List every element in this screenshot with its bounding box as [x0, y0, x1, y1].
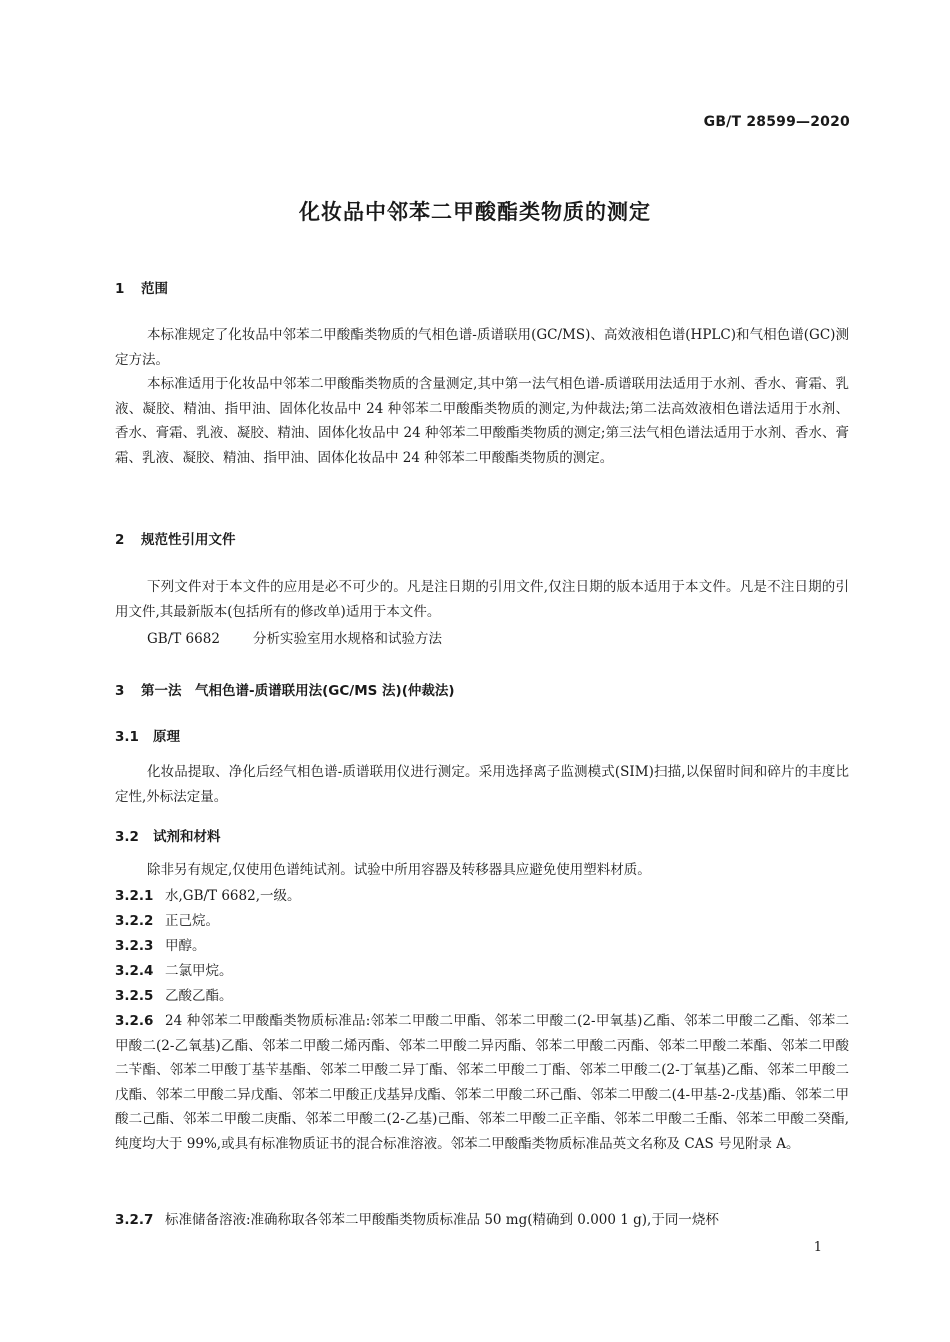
item-number: 3.2.1 — [115, 888, 154, 904]
section-3-1-title: 原理 — [153, 729, 180, 745]
item-text: 正己烷。 — [165, 913, 219, 929]
list-item — [115, 909, 849, 934]
standard-code: GB/T 28599—2020 — [703, 114, 850, 130]
list-item — [115, 1009, 849, 1156]
document-title: 化妆品中邻苯二甲酸酯类物质的测定 — [299, 200, 651, 224]
section-3-title: 第一法 气相色谱-质谱联用法(GC/MS 法)(仲裁法) — [141, 683, 455, 699]
section-3-1-paragraph: 化妆品提取、净化后经气相色谱-质谱联用仪进行测定。采用选择离子监测模式(SIM)扫描,以保留时间和碎片的丰度比定性,外标法定量。 — [115, 764, 849, 805]
item-number: 3.2.6 — [115, 1013, 154, 1029]
section-1-heading — [115, 277, 168, 297]
section-1-paragraph-2: 本标准适用于化妆品中邻苯二甲酸酯类物质的含量测定,其中第一法气相色谱-质谱联用法适用于水剂、香水、膏霜、乳液、凝胶、精油、指甲油、固体化妆品中 24 种邻苯二甲酸酯类物质的测定,为仲裁法;第二法高效液相色谱法适用于水剂、香水、膏霜、乳液、凝胶、精油、固体化妆品中 24 种邻苯二甲酸酯类物质的测定;第三法气相色谱法适用于水剂、香水、膏霜、乳液、凝胶、精油、指甲油、固体化妆品中 24 种邻苯二甲酸酯类物质的测定。 — [115, 376, 849, 466]
section-3-1-number: 3.1 — [115, 729, 139, 745]
list-item — [115, 934, 849, 959]
item-number: 3.2.5 — [115, 988, 154, 1004]
section-1-title: 范围 — [141, 281, 168, 297]
section-3-2-intro: 除非另有规定,仅使用色谱纯试剂。试验中所用容器及转移器具应避免使用塑料材质。 — [147, 862, 651, 878]
reference-title: 分析实验室用水规格和试验方法 — [253, 631, 442, 647]
normative-reference — [147, 627, 442, 647]
item-number: 3.2.7 — [115, 1212, 154, 1228]
page-number: 1 — [813, 1240, 822, 1255]
section-1-number: 1 — [115, 281, 125, 297]
item-number: 3.2.4 — [115, 963, 154, 979]
list-item — [115, 984, 849, 1009]
section-3-heading — [115, 679, 455, 699]
reference-code: GB/T 6682 — [147, 631, 220, 647]
section-3-number: 3 — [115, 683, 125, 699]
section-2-heading — [115, 528, 236, 548]
section-2-number: 2 — [115, 532, 125, 548]
item-number: 3.2.3 — [115, 938, 154, 954]
list-item — [115, 1208, 849, 1233]
item-text: 水,GB/T 6682,一级。 — [165, 888, 301, 904]
item-text: 二氯甲烷。 — [165, 963, 233, 979]
item-number: 3.2.2 — [115, 913, 154, 929]
section-1-paragraph-1: 本标准规定了化妆品中邻苯二甲酸酯类物质的气相色谱-质谱联用(GC/MS)、高效液相色谱(HPLC)和气相色谱(GC)测定方法。 — [115, 327, 849, 368]
list-item — [115, 884, 849, 909]
item-text: 甲醇。 — [165, 938, 206, 954]
list-item — [115, 959, 849, 984]
item-text: 乙酸乙酯。 — [165, 988, 233, 1004]
section-2-paragraph-1: 下列文件对于本文件的应用是必不可少的。凡是注日期的引用文件,仅注日期的版本适用于本文件。凡是不注日期的引用文件,其最新版本(包括所有的修改单)适用于本文件。 — [115, 579, 849, 620]
item-text: 标准储备溶液:准确称取各邻苯二甲酸酯类物质标准品 50 mg(精确到 0.000 1 g),于同一烧杯 — [165, 1212, 719, 1228]
item-text: 24 种邻苯二甲酸酯类物质标准品:邻苯二甲酸二甲酯、邻苯二甲酸二(2-甲氧基)乙酯、邻苯二甲酸二乙酯、邻苯二甲酸二(2-乙氧基)乙酯、邻苯二甲酸二烯丙酯、邻苯二甲酸二异丙酯、邻苯二甲酸二丙酯、邻苯二甲酸二苯酯、邻苯二甲酸二苄酯、邻苯二甲酸丁基苄基酯、邻苯二甲酸二异丁酯、邻苯二甲酸二丁酯、邻苯二甲酸二(2-丁氧基)乙酯、邻苯二甲酸二戊酯、邻苯二甲酸二异戊酯、邻苯二甲酸正戊基异戊酯、邻苯二甲酸二环己酯、邻苯二甲酸二(4-甲基-2-戊基)酯、邻苯二甲酸二己酯、邻苯二甲酸二庚酯、邻苯二甲酸二(2-乙基)己酯、邻苯二甲酸二正辛酯、邻苯二甲酸二壬酯、邻苯二甲酸二癸酯,纯度均大于 99%,或具有标准物质证书的混合标准溶液。邻苯二甲酸酯类物质标准品英文名称及 CAS 号见附录 A。 — [115, 1013, 849, 1152]
section-3-1-heading — [115, 725, 180, 745]
section-2-title: 规范性引用文件 — [141, 532, 236, 548]
section-3-2-number: 3.2 — [115, 829, 139, 845]
section-3-2-title: 试剂和材料 — [153, 829, 221, 845]
section-3-2-heading — [115, 825, 221, 845]
